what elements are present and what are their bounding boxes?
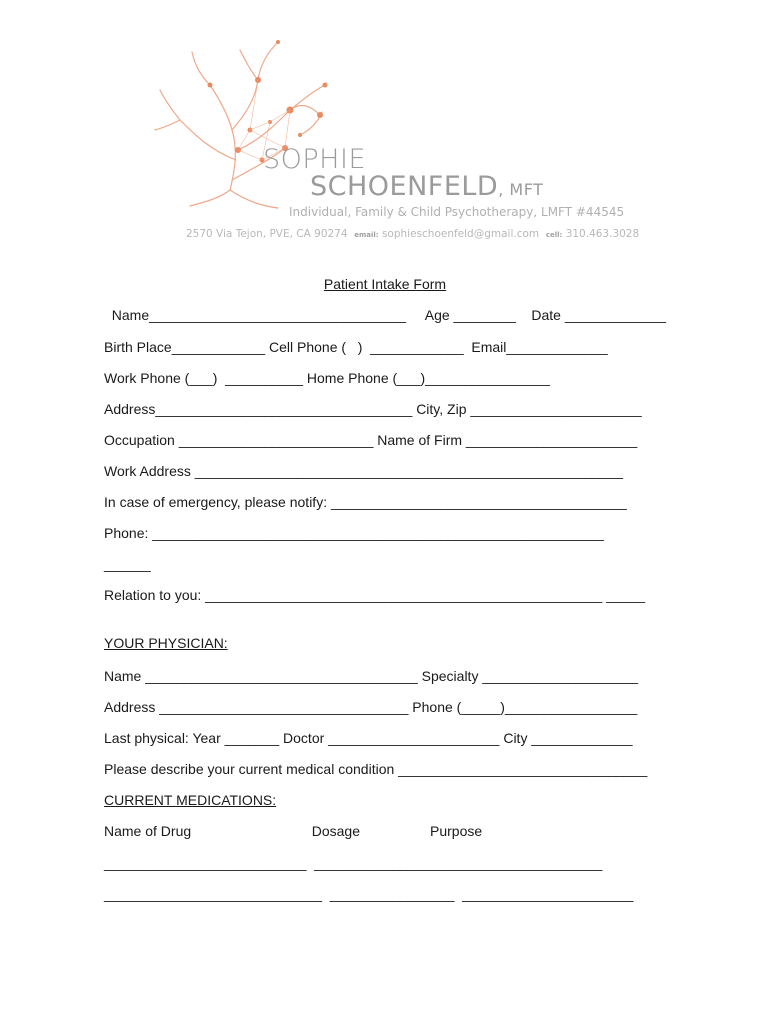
medications-column-headers: Name of Drug Dosage Purpose <box>104 823 483 839</box>
medication-row-2[interactable]: ____________________________ ________________ ______________________ <box>104 886 634 902</box>
field-emergency-contact[interactable]: In case of emergency, please notify: ______________________________________ <box>104 494 627 510</box>
cell-number: 310.463.3028 <box>565 228 640 240</box>
field-birthplace-phone-email[interactable]: Birth Place____________ Cell Phone ( ) ____________ Email_____________ <box>104 339 608 355</box>
brand-tagline: Individual, Family & Child Psychotherapy, LMFT #44545 <box>289 205 625 219</box>
practice-address: 2570 Via Tejon, PVE, CA 90274 <box>186 228 348 240</box>
field-physician-name-specialty[interactable]: Name ___________________________________ Specialty ____________________ <box>104 668 639 684</box>
field-name-age-date[interactable]: Name_________________________________ Age ________ Date _____________ <box>104 307 667 323</box>
physician-heading: YOUR PHYSICIAN: <box>104 635 228 651</box>
form-title <box>0 276 770 292</box>
field-medical-condition[interactable]: Please describe your current medical condition ________________________________ <box>104 761 648 777</box>
field-work-address[interactable]: Work Address _______________________________________________________ <box>104 463 624 479</box>
brand-name-last <box>310 171 543 202</box>
form-title-text: Patient Intake Form <box>323 276 447 292</box>
field-emergency-phone[interactable]: Phone: __________________________________________________________ <box>104 525 604 541</box>
field-last-physical[interactable]: Last physical: Year _______ Doctor ______________________ City _____________ <box>104 730 633 746</box>
brand-surname: SCHOENFELD <box>310 171 499 202</box>
email-address: sophieschoenfeld@gmail.com <box>381 228 540 240</box>
medications-heading: CURRENT MEDICATIONS: <box>104 792 277 808</box>
brand-credential: , MFT <box>498 180 544 199</box>
contact-line <box>186 228 639 240</box>
field-phone-continued[interactable]: ______ <box>104 556 151 572</box>
field-address-city-zip[interactable]: Address_________________________________ City, Zip ______________________ <box>104 401 642 417</box>
field-relation[interactable]: Relation to you: ___________________________________________________ _____ <box>104 587 646 603</box>
brand-name-first: SOPHIE <box>263 144 366 175</box>
field-work-home-phone[interactable]: Work Phone (___) __________ Home Phone (___)________________ <box>104 370 550 386</box>
field-physician-address-phone[interactable]: Address ________________________________ Phone (_____)_________________ <box>104 699 638 715</box>
field-occupation-firm[interactable]: Occupation _________________________ Name of Firm ______________________ <box>104 432 638 448</box>
medication-row-1[interactable]: __________________________ _____________________________________ <box>104 855 603 871</box>
cell-label: cell: <box>545 231 563 239</box>
email-label: email: <box>354 231 379 239</box>
